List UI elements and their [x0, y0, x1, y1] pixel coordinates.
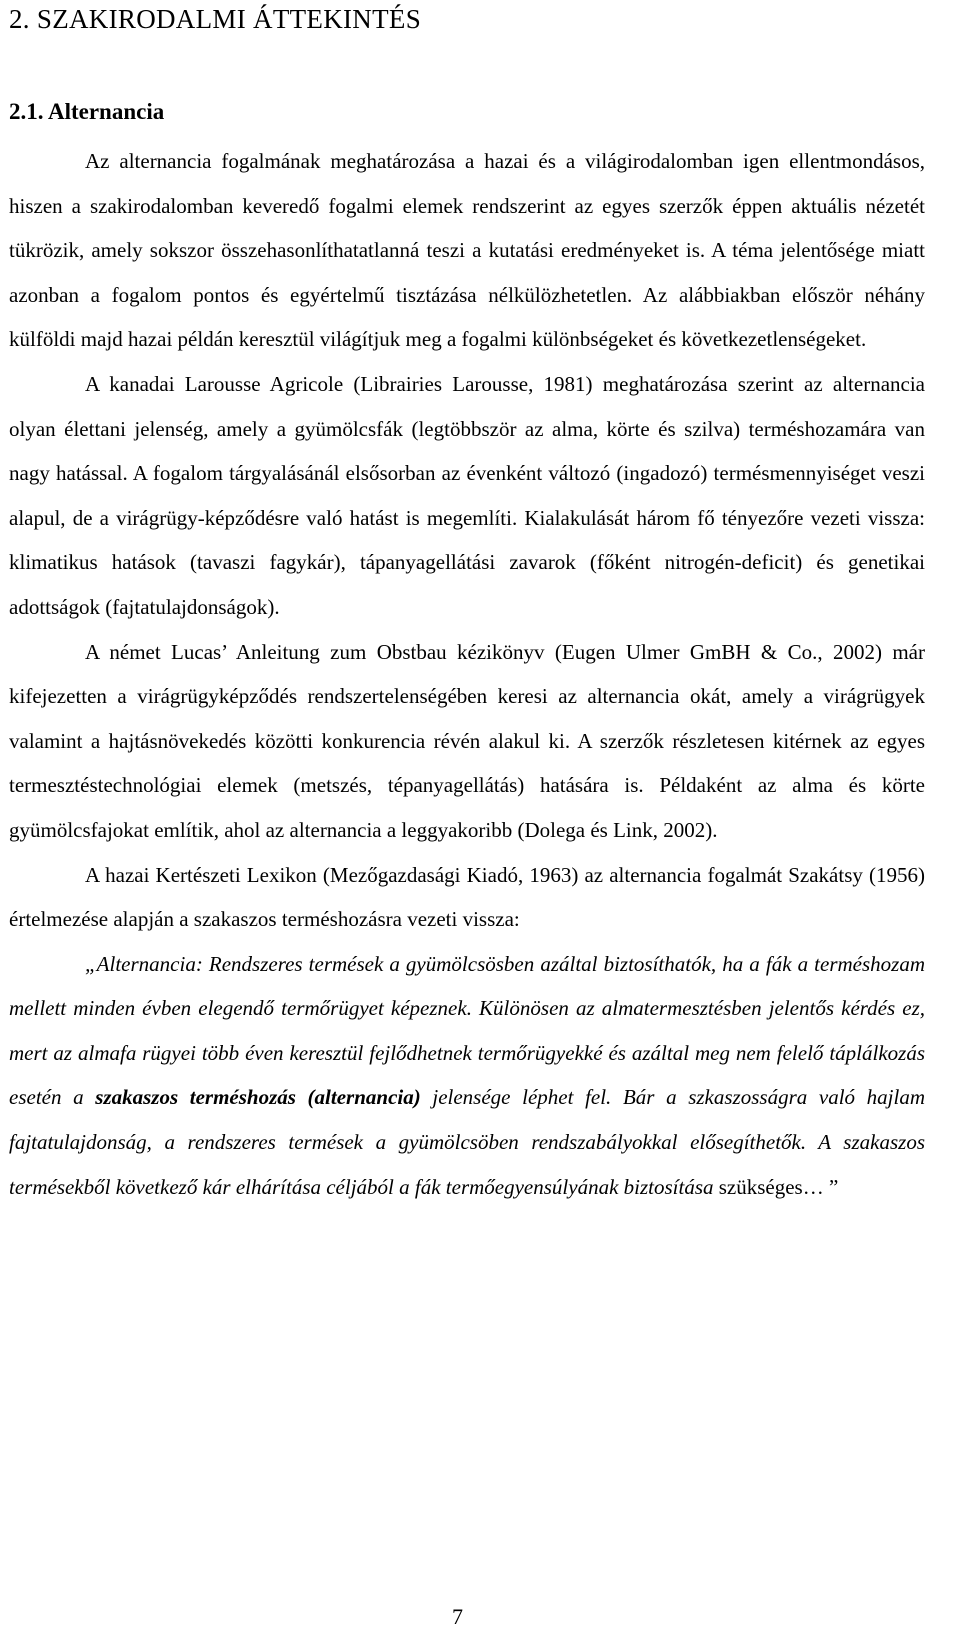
block-quote: [9, 942, 925, 1210]
body-text: [9, 139, 925, 1209]
section-title: 2.1. Alternancia: [9, 99, 165, 124]
paragraph: A német Lucas’ Anleitung zum Obstbau kézikönyv (Eugen Ulmer GmBH & Co., 2002) már kifejezetten a virágrügyképződés rendszertelenségében keresi az alternancia okát, amely a virágrügyek valamint a hajtásnövekedés közötti konkurencia révén alakul ki. A szerzők részletesen kitérnek az egyes termesztéstechnológiai elemek (metszés, tépanyagellátás) hatására is. Példaként az alma és körte gyümölcsfajokat említik, ahol az alternancia a leggyakoribb (Dolega és Link, 2002).: [9, 639, 925, 842]
page-number: 7: [452, 1604, 463, 1629]
quote-tail: szükséges… ”: [713, 1174, 839, 1199]
quote-text-continued: jelensége léphet fel. Bár a szkaszosságra való hajlam fajtatulajdonság, a rendszeres termések a gyümölcsöben rendszabályokkal elősegíthetők. A szakaszos termésekből következő kár elhárítása céljából a fák termőegyensúlyának biztosítása: [9, 1085, 925, 1199]
paragraph: A kanadai Larousse Agricole (Librairies Larousse, 1981) meghatározása szerint az alternancia olyan élettani jelenség, amely a gyümölcsfák (legtöbbször az alma, körte és szilva) terméshozamára van nagy hatással. A fogalom tárgyalásánál elsősorban az évenként változó (ingadozó) termésmennyiséget veszi alapul, de a virágrügy-képződésre való hatást is megemlíti. Kialakulását három fő tényezőre vezeti vissza: klimatikus hatások (tavaszi fagykár), tápanyagellátási zavarok (főként nitrogén-deficit) és genetikai adottságok (fajtatulajdonságok).: [9, 371, 925, 619]
quote-emphasis: szakaszos terméshozás (alternancia): [95, 1085, 421, 1110]
paragraph: Az alternancia fogalmának meghatározása a hazai és a világirodalomban igen ellentmondásos, hiszen a szakirodalomban keveredő fogalmi elemek rendszerint az egyes szerzők éppen aktuális nézetét tükrözik, amely sokszor összehasonlíthatatlanná teszi a kutatási eredményeket is. A téma jelentősége miatt azonban a fogalom pontos és egyértelmű tisztázása nélkülözhetetlen. Az alábbiakban először néhány külföldi majd hazai példán keresztül világítjuk meg a fogalmi különbségeket és következetlenségeket.: [9, 149, 925, 352]
quote-text: „Alternancia: Rendszeres termések a gyümölcsösben azáltal biztosíthatók, ha a fák a terméshozam mellett minden évben elegendő termőrügyet képeznek. Különösen az almatermesztésben jelentős kérdés ez, mert az almafa rügyei több éven keresztül fejlődhetnek termőrügyekké és azáltal meg nem felelő táplálkozás esetén a: [9, 951, 925, 1110]
paragraph: A hazai Kertészeti Lexikon (Mezőgazdasági Kiadó, 1963) az alternancia fogalmát Szakátsy (1956) értelmezése alapján a szakaszos terméshozásra vezeti vissza:: [9, 862, 925, 932]
chapter-title: 2. SZAKIRODALMI ÁTTEKINTÉS: [9, 4, 422, 34]
